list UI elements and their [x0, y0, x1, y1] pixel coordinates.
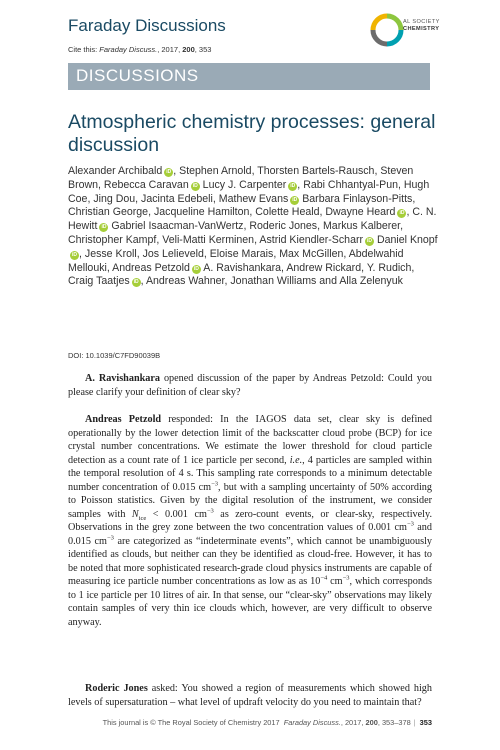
author-name: Lucy J. Carpenter: [202, 178, 287, 191]
orcid-icon[interactable]: iD: [399, 210, 405, 217]
orcid-icon[interactable]: iD: [192, 182, 198, 189]
author-name: Veli-Matti Kerminen: [162, 233, 255, 246]
paragraph-1: A. Ravishankara opened discussion of the paper by Andreas Petzold: Could you please clarify your definition of clear sky?: [68, 373, 433, 398]
author-name: Christopher Kampf: [68, 233, 157, 246]
author-name: Jing Dou: [93, 192, 136, 205]
orcid-icon[interactable]: iD: [193, 265, 199, 272]
author-name: Stephen Arnold: [179, 165, 252, 177]
author-name: Rabi Chhantyal-Pun: [303, 178, 398, 191]
author-name: Jacqueline Hamilton: [153, 206, 250, 219]
orcid-icon[interactable]: iD: [72, 251, 77, 258]
journal-title: Faraday Discussions: [68, 16, 226, 35]
author-name: Barbara Finlayson-Pitts: [302, 192, 413, 205]
author-name: Craig Taatjes: [68, 275, 130, 288]
author-name: Alexander Archibald: [68, 165, 163, 177]
author-name: C. N. Hewitt: [68, 206, 437, 233]
author-name: Astrid Kiendler-Scharr: [259, 233, 364, 246]
author-name: Andreas Wahner: [145, 275, 225, 288]
rsc-logo: [370, 13, 438, 49]
cite-page: , 353: [194, 45, 212, 54]
author-name: Andrew Rickard: [286, 261, 362, 274]
paragraph-3: Roderic Jones asked: You showed a region of measurements which showed high levels of supersaturation – what level of updraft velocity do you need to maintain that?: [68, 683, 432, 708]
speaker-name: Andreas Petzold: [85, 414, 162, 425]
article-title: Atmospheric chemistry processes: general discussion: [68, 111, 436, 156]
author-name: Jacinta Edebeli: [141, 192, 213, 205]
orcid-icon[interactable]: iD: [133, 279, 139, 286]
rsc-ring-icon: [370, 13, 404, 47]
author-name: Hugh Coe: [68, 178, 430, 205]
banner-label: DISCUSSIONS: [76, 66, 199, 85]
author-name: Gabriel Isaacman-VanWertz: [111, 220, 244, 233]
orcid-icon[interactable]: iD: [290, 182, 296, 189]
author-name: Abdelwahid Mellouki: [68, 247, 404, 274]
author-name: Roderic Jones: [249, 220, 318, 233]
cite-year: , 2017,: [157, 45, 183, 54]
page-footer: This journal is © The Royal Society of Chemistry 2017 Faraday Discuss., 2017, 200, 353–378 | 353: [102, 718, 432, 727]
author-name: Jos Lelieveld: [142, 247, 204, 260]
author-name: Mathew Evans: [218, 192, 289, 205]
orcid-icon[interactable]: iD: [367, 237, 373, 244]
author-name: Markus Kalberer: [322, 220, 401, 233]
author-name: Eloise Marais: [209, 247, 274, 260]
section-banner: [68, 63, 430, 90]
author-name: Daniel Knopf: [376, 233, 438, 246]
author-name: A. Ravishankara: [203, 261, 282, 274]
author-name: Thorsten Bartels-Rausch: [257, 165, 375, 177]
author-name: Christian George: [68, 206, 149, 219]
author-name: Steven Brown: [68, 165, 414, 191]
paragraph-2: Andreas Petzold responded: In the IAGOS data set, clear sky is defined operationally by the lower detection limit of the backscatter cloud probe (BCP) for ice crystal number concentrations. We estimate the lower threshold for cloud particle detection as a count rate of 1 ice particle per second, i.e., 4 particles are sampled within the temporal resolution of 4 s. This sampling rate corresponds to a minimum detectable number concentration of 0.015 $cm^{-3}$, but with a sampling uncertainty of 50% according to Poisson statistics. Given by the digital resolution of the instrument, we consider samples with $N_{ice} < 0.001$ $cm^{-3}$ as zero-count events, or clear-sky, respectively. Observations in the grey zone between the two concentration values of 0.001 $cm^{-3}$ and 0.015 $cm^{-3}$ are categorized as “indeterminate events”, which cannot be unambiguously identified as clouds, but neither can they be identified as cloud-free. However, it has to be noted that more sophisticated research-grade cloud physics instruments are capable of measuring ice particle number concentrations as low as as $10^{-4}$ $cm^{-3}$, which corresponds to 1 ice particle per 10 litres of air. In that sense, our “clear-sky” observations may likely contain samples of very thin ice clouds which, however, are very difficult to observe anyway.: [68, 414, 432, 628]
author-list: Alexander Archibald iD , Stephen Arnold, Thorsten Bartels-Rausch, Steven Brown, Rebecca Caravan iD Lucy J. Carpenter iD , Rabi Chhantyal-Pun, Hugh Coe, Jing Dou, Jacinta Edebeli, Mathew Evans iD Barbara Finlayson-Pitts, Christian George, Jacqueline Hamilton, Colette Heald, Dwayne Heard iD , C. N. Hewitt iD Gabriel Isaacman-VanWertz, Roderic Jones, Markus Kalberer, Christopher Kampf, Veli-Matti Kerminen, Astrid Kiendler-Scharr iD Daniel KnopfiD , Jesse Kroll, Jos Lelieveld, Eloise Marais, Max McGillen, Abdelwahid Mellouki, Andreas Petzold iD A. Ravishankara, Andrew Rickard, Y. Rudich, Craig Taatjes iD , Andreas Wahner, Jonathan Williams and Alla Zelenyuk: [68, 165, 438, 288]
author-name: Rebecca Caravan: [103, 178, 189, 191]
speaker-name: Roderic Jones: [85, 683, 148, 694]
speaker-name: A. Ravishankara: [85, 373, 160, 384]
author-name: Jonathan Williams: [230, 275, 317, 288]
author-name: Jesse Kroll: [84, 247, 137, 260]
doi[interactable]: DOI: 10.1039/C7FD90039B: [68, 351, 161, 360]
author-name: Dwayne Heard: [325, 206, 396, 219]
cite-volume: 200: [182, 45, 195, 54]
author-name: Max McGillen: [279, 247, 344, 260]
page-number: 353: [419, 718, 432, 727]
author-name: Andreas Petzold: [112, 261, 190, 274]
orcid-icon[interactable]: iD: [292, 196, 298, 203]
author-name: Alla Zelenyuk: [339, 275, 403, 288]
orcid-icon[interactable]: iD: [101, 224, 107, 231]
cite-label: Cite this:: [68, 45, 98, 54]
cite-journal: Faraday Discuss.: [99, 45, 158, 54]
citation-line: [68, 45, 211, 54]
author-name: Y. Rudich: [366, 261, 412, 274]
rsc-logo-text: AL SOCIETY CHEMISTRY: [403, 19, 440, 32]
author-name: Colette Heald: [255, 206, 320, 219]
orcid-icon[interactable]: iD: [166, 169, 172, 175]
